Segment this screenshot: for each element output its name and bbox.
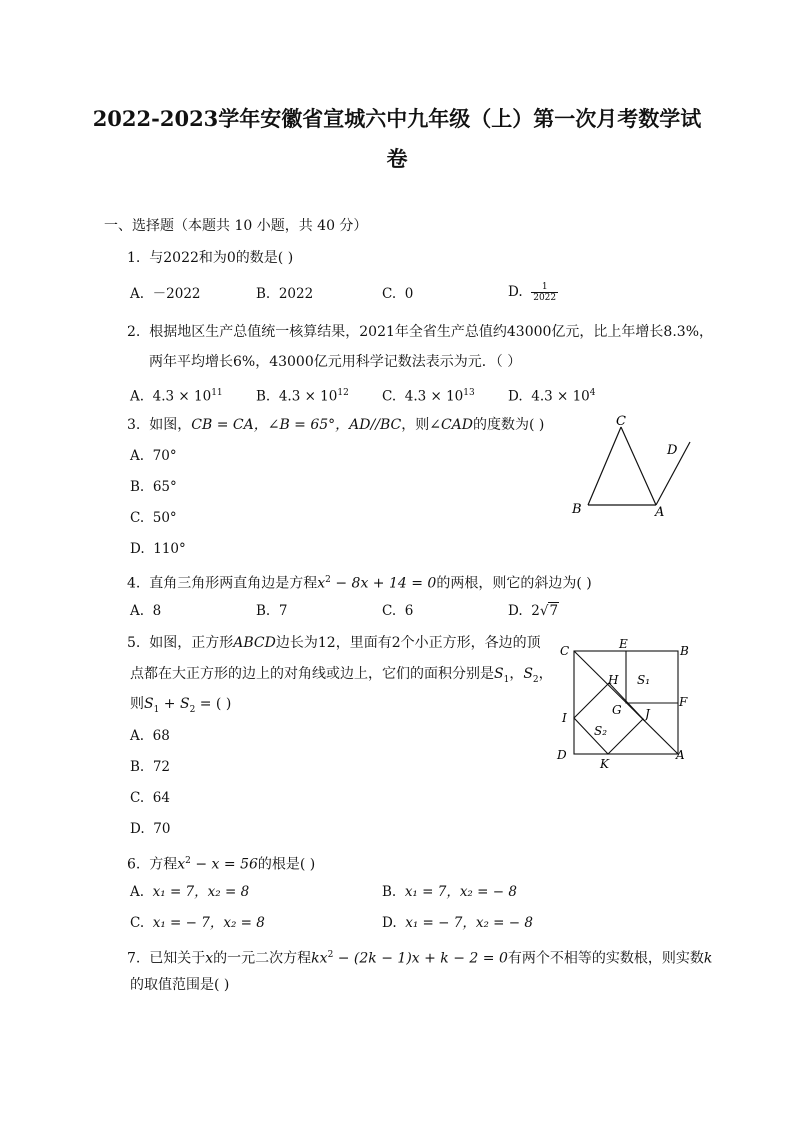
q3-option-a: A. 70° bbox=[130, 448, 177, 464]
label-s1: S₁ bbox=[637, 673, 651, 687]
question-text: 与2022和为0的数是( ) bbox=[149, 250, 294, 266]
question-2-line-2: 两年平均增长6%，43000亿元用科学记数法表示为元．（ ） bbox=[149, 354, 522, 370]
question-7-line-2: 的取值范围是( ) bbox=[130, 977, 230, 993]
question-number: 5. bbox=[127, 635, 141, 651]
q6-option-b: B. x₁ = 7，x₂ = − 8 bbox=[382, 884, 517, 900]
label-f: F bbox=[679, 695, 688, 709]
triangle-figure bbox=[565, 412, 705, 522]
label-a: A bbox=[655, 505, 665, 520]
question-number: 2. bbox=[127, 324, 141, 340]
label-d: D bbox=[557, 748, 567, 762]
question-7: 7. 已知关于x的一元二次方程$kx^2 - (2k - 1)x + k - 2 = 0$有两个不相等的实数根，则实数k bbox=[127, 950, 713, 967]
q2-option-a: A. $4.3 \times 10^{11}$ bbox=[130, 388, 223, 405]
question-2 bbox=[127, 322, 713, 342]
label-e: E bbox=[619, 637, 628, 651]
q6-option-c: C. x₁ = − 7，x₂ = 8 bbox=[130, 915, 265, 931]
question-number: 6. bbox=[127, 856, 141, 873]
question-4: 4. 直角三角形两直角边是方程$x^2 - 8x + 14 = 0$的两根，则它的斜边为( ) bbox=[127, 575, 592, 592]
question-number: 4. bbox=[127, 575, 141, 592]
q5-option-b: B. 72 bbox=[130, 759, 170, 775]
section-heading: 一、选择题（本题共 10 小题，共 40 分） bbox=[104, 218, 368, 234]
q5-option-d: D. 70 bbox=[130, 821, 171, 837]
q5-option-a: A. 68 bbox=[130, 728, 170, 744]
question-6: 6. 方程$x^2 - x = 56$的根是( ) bbox=[127, 856, 316, 873]
q1-option-b: B. 2022 bbox=[256, 286, 314, 302]
label-d: D bbox=[667, 443, 678, 458]
q4-option-b: B. 7 bbox=[256, 603, 288, 619]
question-text: 根据地区生产总值统一核算结果，2021年全省生产总值约43000亿元，比上年增长8.3%， bbox=[149, 324, 713, 340]
label-b: B bbox=[572, 502, 582, 517]
label-b: B bbox=[680, 644, 689, 658]
page-title-line-2: 卷 bbox=[386, 146, 408, 171]
q3-option-b: B. 65° bbox=[130, 479, 177, 495]
question-number: 3. bbox=[127, 417, 141, 433]
q2-option-d: D. $4.3 \times 10^4$ bbox=[508, 388, 596, 405]
label-k: K bbox=[600, 757, 609, 771]
label-i: I bbox=[562, 711, 567, 725]
label-c: C bbox=[560, 644, 570, 658]
q3-option-c: C. 50° bbox=[130, 510, 177, 526]
q2-option-c: C. $4.3 \times 10^{13}$ bbox=[382, 388, 475, 405]
label-c: C bbox=[616, 414, 626, 429]
q1-option-d: D. $\frac{1}{2022}$ bbox=[508, 282, 557, 303]
q1-option-c: C. 0 bbox=[382, 286, 414, 302]
q4-option-c: C. 6 bbox=[382, 603, 414, 619]
question-3: 3. 如图，CB = CA，∠B = 65°，AD//BC，则∠CAD的度数为( ) bbox=[127, 417, 545, 433]
q1-option-a: A. －2022 bbox=[130, 286, 201, 302]
question-number: 7. bbox=[127, 950, 141, 967]
q4-option-d: D. 2√7 bbox=[508, 603, 559, 619]
q5-option-c: C. 64 bbox=[130, 790, 170, 806]
q6-option-a: A. x₁ = 7，x₂ = 8 bbox=[130, 884, 250, 900]
fraction: $\frac{1}{2022}$ bbox=[533, 282, 557, 303]
question-5-line-3: 则$S_1 + S_2$ = ( ) bbox=[130, 696, 232, 715]
label-j: J bbox=[645, 707, 650, 721]
q2-option-b: B. $4.3 \times 10^{12}$ bbox=[256, 388, 349, 405]
page-title-line-1: 2022-2023学年安徽省宣城六中九年级（上）第一次月考数学试 bbox=[92, 106, 702, 131]
question-number: 1. bbox=[127, 250, 141, 266]
q3-option-d: D. 110° bbox=[130, 541, 186, 557]
label-s2: S₂ bbox=[594, 724, 608, 738]
q6-option-d: D. x₁ = − 7，x₂ = − 8 bbox=[382, 915, 533, 931]
label-g: G bbox=[612, 703, 622, 717]
label-h: H bbox=[608, 673, 619, 687]
question-5-line-2: 点都在大正方形的边上的对角线或边上，它们的面积分别是$S_1$，$S_2$， bbox=[130, 666, 553, 685]
q4-option-a: A. 8 bbox=[130, 603, 162, 619]
question-1 bbox=[127, 248, 293, 268]
question-5: 5. 如图，正方形ABCD边长为12，里面有2个小正方形，各边的顶 bbox=[127, 635, 541, 651]
square-figure bbox=[552, 636, 702, 776]
label-a: A bbox=[676, 748, 685, 762]
